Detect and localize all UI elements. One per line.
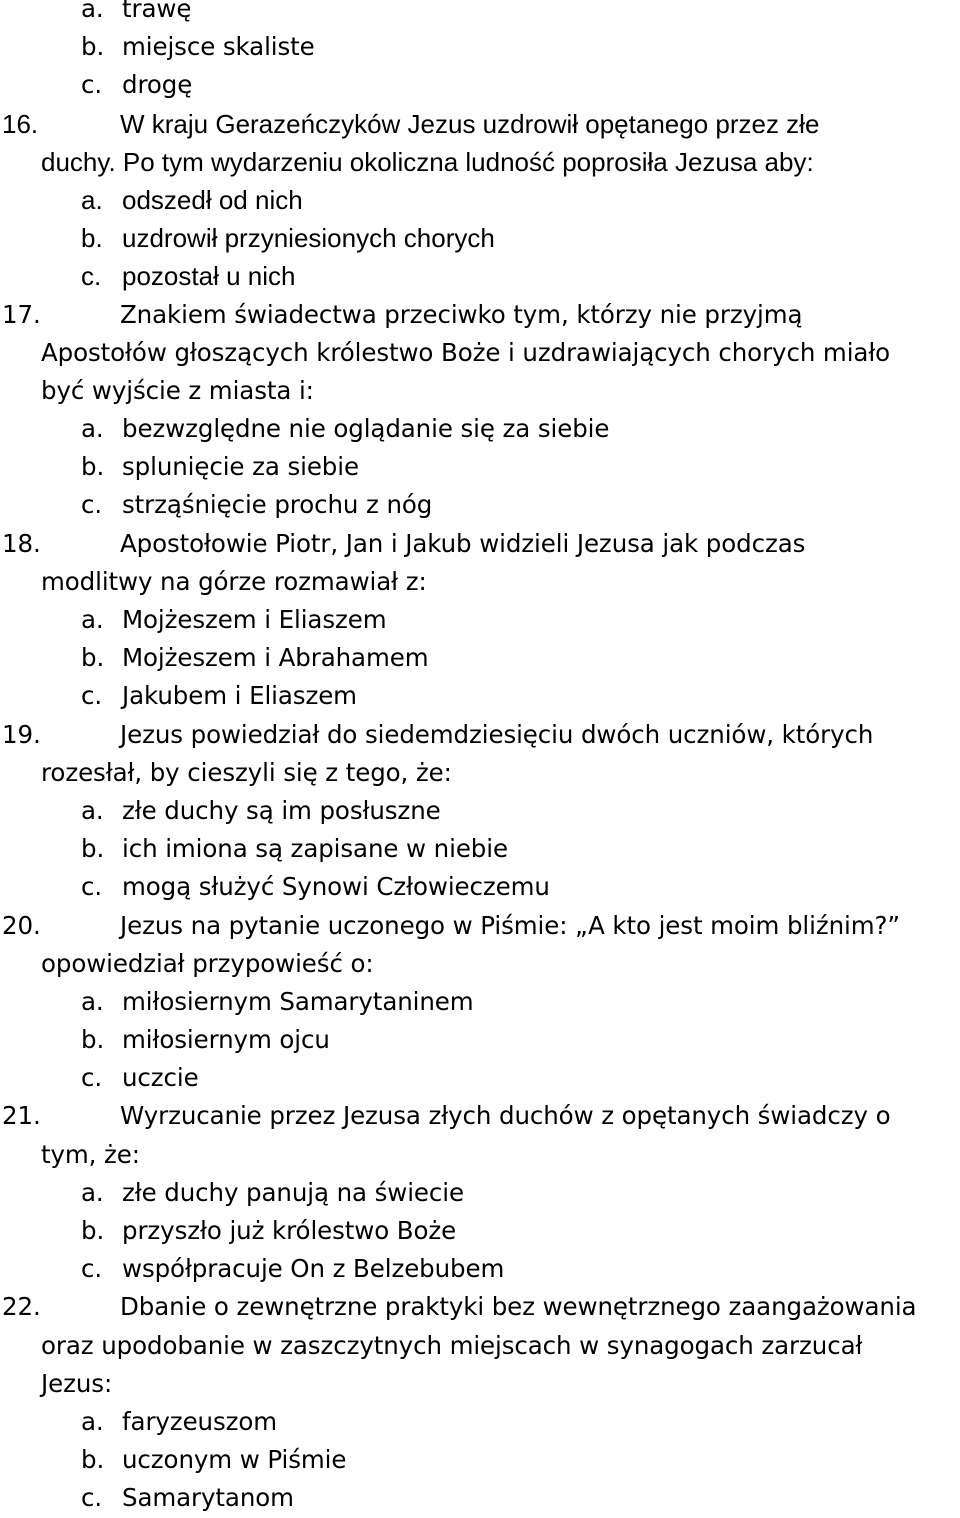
option-item <box>0 1174 960 1212</box>
option-item <box>0 601 960 639</box>
option-letter: b. <box>81 452 105 482</box>
question-number: 19. <box>2 719 41 749</box>
option-item <box>0 1441 960 1479</box>
option-item <box>0 677 960 715</box>
option-text: Mojżeszem i Abrahamem <box>122 643 429 673</box>
option-letter: a. <box>81 414 104 444</box>
question-text: Jezus powiedział do siedemdziesięciu dwóch uczniów, których <box>120 719 874 749</box>
option-item <box>0 66 960 104</box>
question-16 <box>0 105 960 143</box>
option-letter: b. <box>81 1216 105 1245</box>
option-letter: c. <box>81 872 103 902</box>
option-item <box>0 28 960 66</box>
option-text: współpracuje On z Belzebubem <box>122 1254 505 1284</box>
question-text-continued: modlitwy na górze rozmawiał z: <box>41 566 427 596</box>
option-letter: a. <box>81 0 104 23</box>
option-item <box>0 486 960 524</box>
option-text: faryzeuszom <box>122 1406 278 1436</box>
option-letter: a. <box>81 1177 104 1207</box>
question-number: 18. <box>2 528 41 558</box>
option-item <box>0 983 960 1021</box>
question-text-continued: opowiedział przypowieść o: <box>41 948 374 978</box>
option-letter: c. <box>81 681 103 711</box>
question-text: Dbanie o zewnętrzne praktyki bez wewnętrznego zaangażowania <box>120 1292 917 1322</box>
option-letter: c. <box>81 1483 103 1513</box>
option-text: Mojżeszem i Eliaszem <box>122 605 387 634</box>
option-letter: a. <box>81 795 104 825</box>
question-number: 22. <box>2 1292 41 1322</box>
question-text-continued: rozesłał, by cieszyli się z tego, że: <box>41 757 452 787</box>
option-letter: b. <box>81 223 103 254</box>
option-item <box>0 1212 960 1250</box>
option-text: trawę <box>122 0 192 23</box>
option-text: przyszło już królestwo Boże <box>122 1216 457 1245</box>
question-number: 16. <box>2 108 39 139</box>
option-text: Jakubem i Eliaszem <box>122 681 357 711</box>
option-text: uczonym w Piśmie <box>122 1445 347 1475</box>
option-text: drogę <box>122 70 193 100</box>
option-letter: c. <box>81 261 102 292</box>
question-text-continued: oraz upodobanie w zaszczytnych miejscach w synagogach zarzucał <box>41 1330 863 1360</box>
option-item <box>0 448 960 486</box>
option-item <box>0 1059 960 1097</box>
option-letter: a. <box>81 605 104 634</box>
option-item <box>0 792 960 830</box>
question-17 <box>0 296 960 334</box>
question-21 <box>0 1097 960 1135</box>
option-text: uzdrowił przyniesionych chorych <box>122 223 495 254</box>
option-item <box>0 219 960 257</box>
option-text: miłosiernym ojcu <box>122 1025 330 1055</box>
question-19 <box>0 716 960 754</box>
option-item <box>0 1021 960 1059</box>
option-text: pozostał u nich <box>122 261 296 292</box>
option-item <box>0 0 960 28</box>
option-letter: b. <box>81 834 105 864</box>
option-item <box>0 1403 960 1441</box>
question-number: 17. <box>2 299 41 329</box>
question-text: W kraju Gerazeńczyków Jezus uzdrowił opętanego przez złe <box>120 108 820 139</box>
option-text: Samarytanom <box>122 1483 294 1513</box>
question-text: Znakiem świadectwa przeciwko tym, którzy nie przyjmą <box>120 299 803 329</box>
question-text-continued: być wyjście z miasta i: <box>41 375 314 405</box>
option-letter: b. <box>81 643 105 673</box>
option-text: bezwzględne nie oglądanie się za siebie <box>122 414 610 444</box>
option-letter: c. <box>81 70 103 100</box>
option-letter: a. <box>81 184 103 215</box>
option-text: ich imiona są zapisane w niebie <box>122 834 508 864</box>
question-text: Jezus na pytanie uczonego w Piśmie: „A kto jest moim bliźnim?” <box>120 910 900 940</box>
option-text: miejsce skaliste <box>122 32 315 62</box>
option-letter: b. <box>81 32 105 62</box>
option-item <box>0 639 960 677</box>
option-text: odszedł od nich <box>122 184 303 215</box>
option-letter: a. <box>81 1406 104 1436</box>
option-letter: c. <box>81 490 103 520</box>
option-item <box>0 1479 960 1517</box>
question-number: 21. <box>2 1101 41 1131</box>
option-text: strząśnięcie prochu z nóg <box>122 490 433 520</box>
question-22 <box>0 1288 960 1326</box>
option-letter: a. <box>81 986 104 1016</box>
question-text-continued: duchy. Po tym wydarzeniu okoliczna ludność poprosiła Jezusa aby: <box>41 146 814 177</box>
option-letter: c. <box>81 1254 103 1284</box>
question-text-continued: tym, że: <box>41 1139 140 1169</box>
option-text: mogą służyć Synowi Człowieczemu <box>122 872 550 902</box>
question-text-continued: Apostołów głoszących królestwo Boże i uzdrawiających chorych miało <box>41 337 891 367</box>
option-item <box>0 257 960 295</box>
question-text: Apostołowie Piotr, Jan i Jakub widzieli Jezusa jak podczas <box>120 528 806 558</box>
question-text: Wyrzucanie przez Jezusa złych duchów z opętanych świadczy o <box>120 1101 891 1131</box>
option-letter: b. <box>81 1025 105 1055</box>
option-item <box>0 830 960 868</box>
question-18 <box>0 525 960 563</box>
question-20 <box>0 907 960 945</box>
option-item <box>0 868 960 906</box>
option-item <box>0 410 960 448</box>
question-number: 20. <box>2 910 41 940</box>
option-text: miłosiernym Samarytaninem <box>122 986 474 1016</box>
option-text: złe duchy panują na świecie <box>122 1177 464 1207</box>
option-text: złe duchy są im posłuszne <box>122 795 441 825</box>
option-text: uczcie <box>122 1063 199 1093</box>
option-letter: c. <box>81 1063 103 1093</box>
question-text-continued: Jezus: <box>41 1368 113 1398</box>
option-item <box>0 1250 960 1288</box>
option-item <box>0 181 960 219</box>
option-letter: b. <box>81 1445 105 1475</box>
option-text: splunięcie za siebie <box>122 452 359 482</box>
